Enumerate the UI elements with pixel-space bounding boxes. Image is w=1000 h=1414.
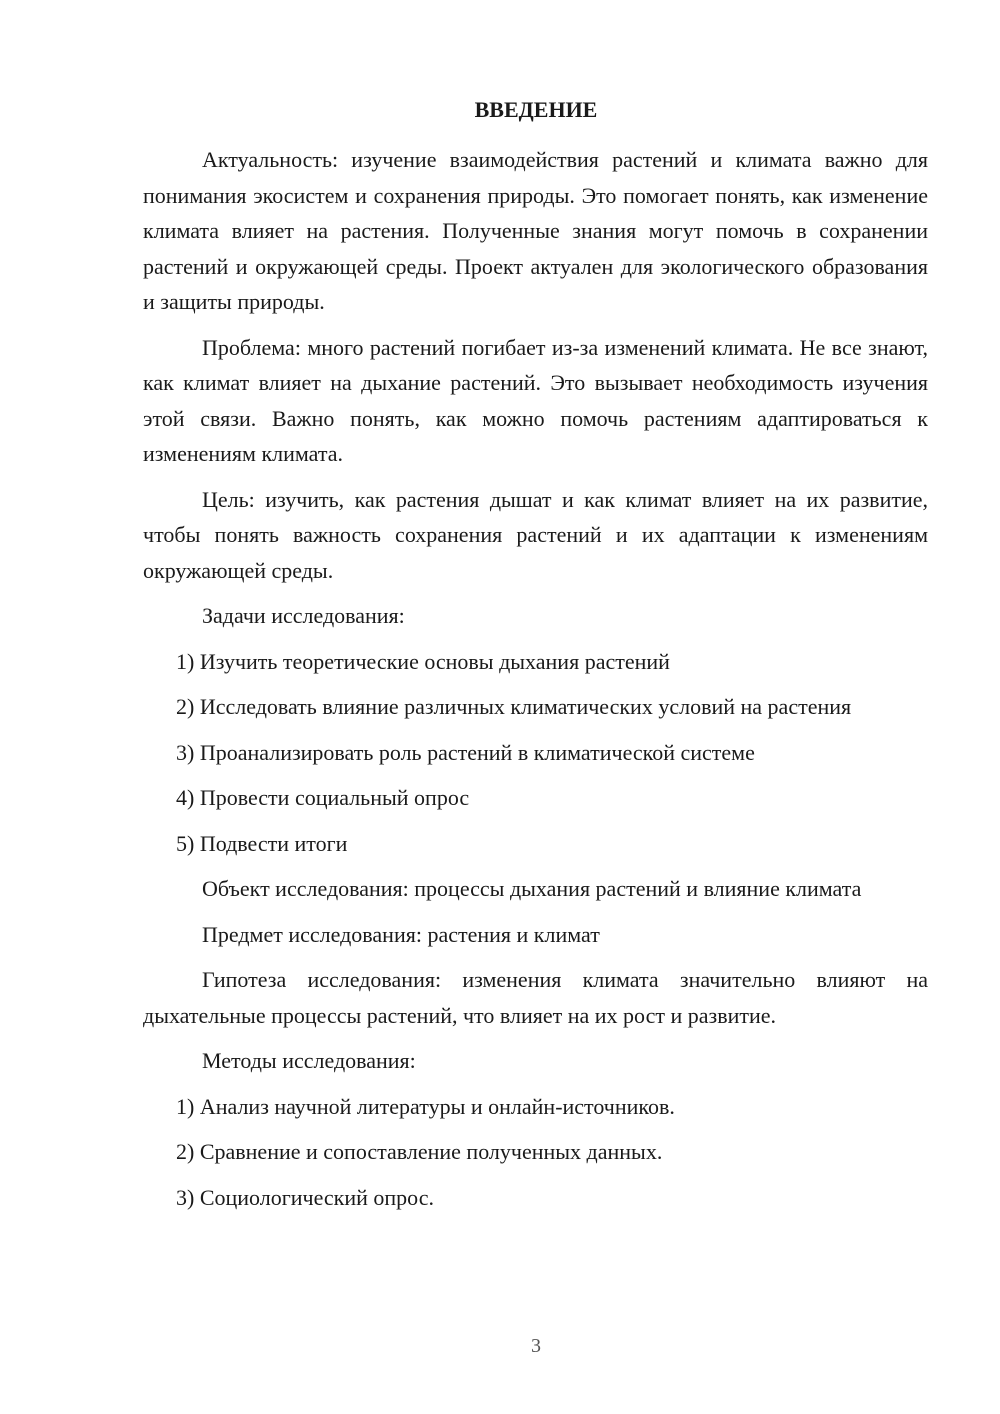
relevance-paragraph: Актуальность: изучение взаимодействия растений и климата важно для понимания экосистем и сохранения природы. Это помогает понять, как изменение климата влияет на растения. Полученные знания могут помочь в сохранении растений и окружающей среды. Проект актуален для экологического образования и защиты природы. xyxy=(143,147,928,314)
method-item-2: 2) Сравнение и сопоставление полученных данных. xyxy=(176,1139,663,1164)
hypothesis-paragraph: Гипотеза исследования: изменения климата значительно влияют на дыхательные процессы растений, что влияет на их рост и развитие. xyxy=(143,967,928,1028)
method-item-1: 1) Анализ научной литературы и онлайн-источников. xyxy=(176,1093,675,1119)
method-item-3: 3) Социологический опрос. xyxy=(176,1184,434,1210)
task-item-4: 4) Провести социальный опрос xyxy=(176,785,470,810)
methods-title: Методы исследования: xyxy=(202,1048,416,1073)
task-item-2: 2) Исследовать влияние различных климатических условий на растения xyxy=(176,694,852,719)
task-item-1: 1) Изучить теоретические основы дыхания растений xyxy=(176,648,670,674)
goal-paragraph: Цель: изучить, как растения дышат и как климат влияет на их развитие, чтобы понять важность сохранения растений и их адаптации к изменениям окружающей среды. xyxy=(143,486,928,583)
task-item-5: 5) Подвести итоги xyxy=(176,830,348,856)
problem-paragraph: Проблема: много растений погибает из-за изменений климата. Не все знают, как климат влияет на дыхание растений. Это вызывает необходимость изучения этой связи. Важно понять, как можно помочь растениям адаптироваться к изменениям климата. xyxy=(143,334,928,466)
page-number: 3 xyxy=(531,1335,541,1357)
object-paragraph: Объект исследования: процессы дыхания растений и влияние климата xyxy=(202,876,862,901)
subject-paragraph: Предмет исследования: растения и климат xyxy=(202,921,600,947)
document-body xyxy=(143,142,928,1225)
tasks-title: Задачи исследования: xyxy=(202,603,405,628)
task-item-3: 3) Проанализировать роль растений в климатической системе xyxy=(176,739,755,765)
section-heading: ВВЕДЕНИЕ xyxy=(474,97,598,122)
